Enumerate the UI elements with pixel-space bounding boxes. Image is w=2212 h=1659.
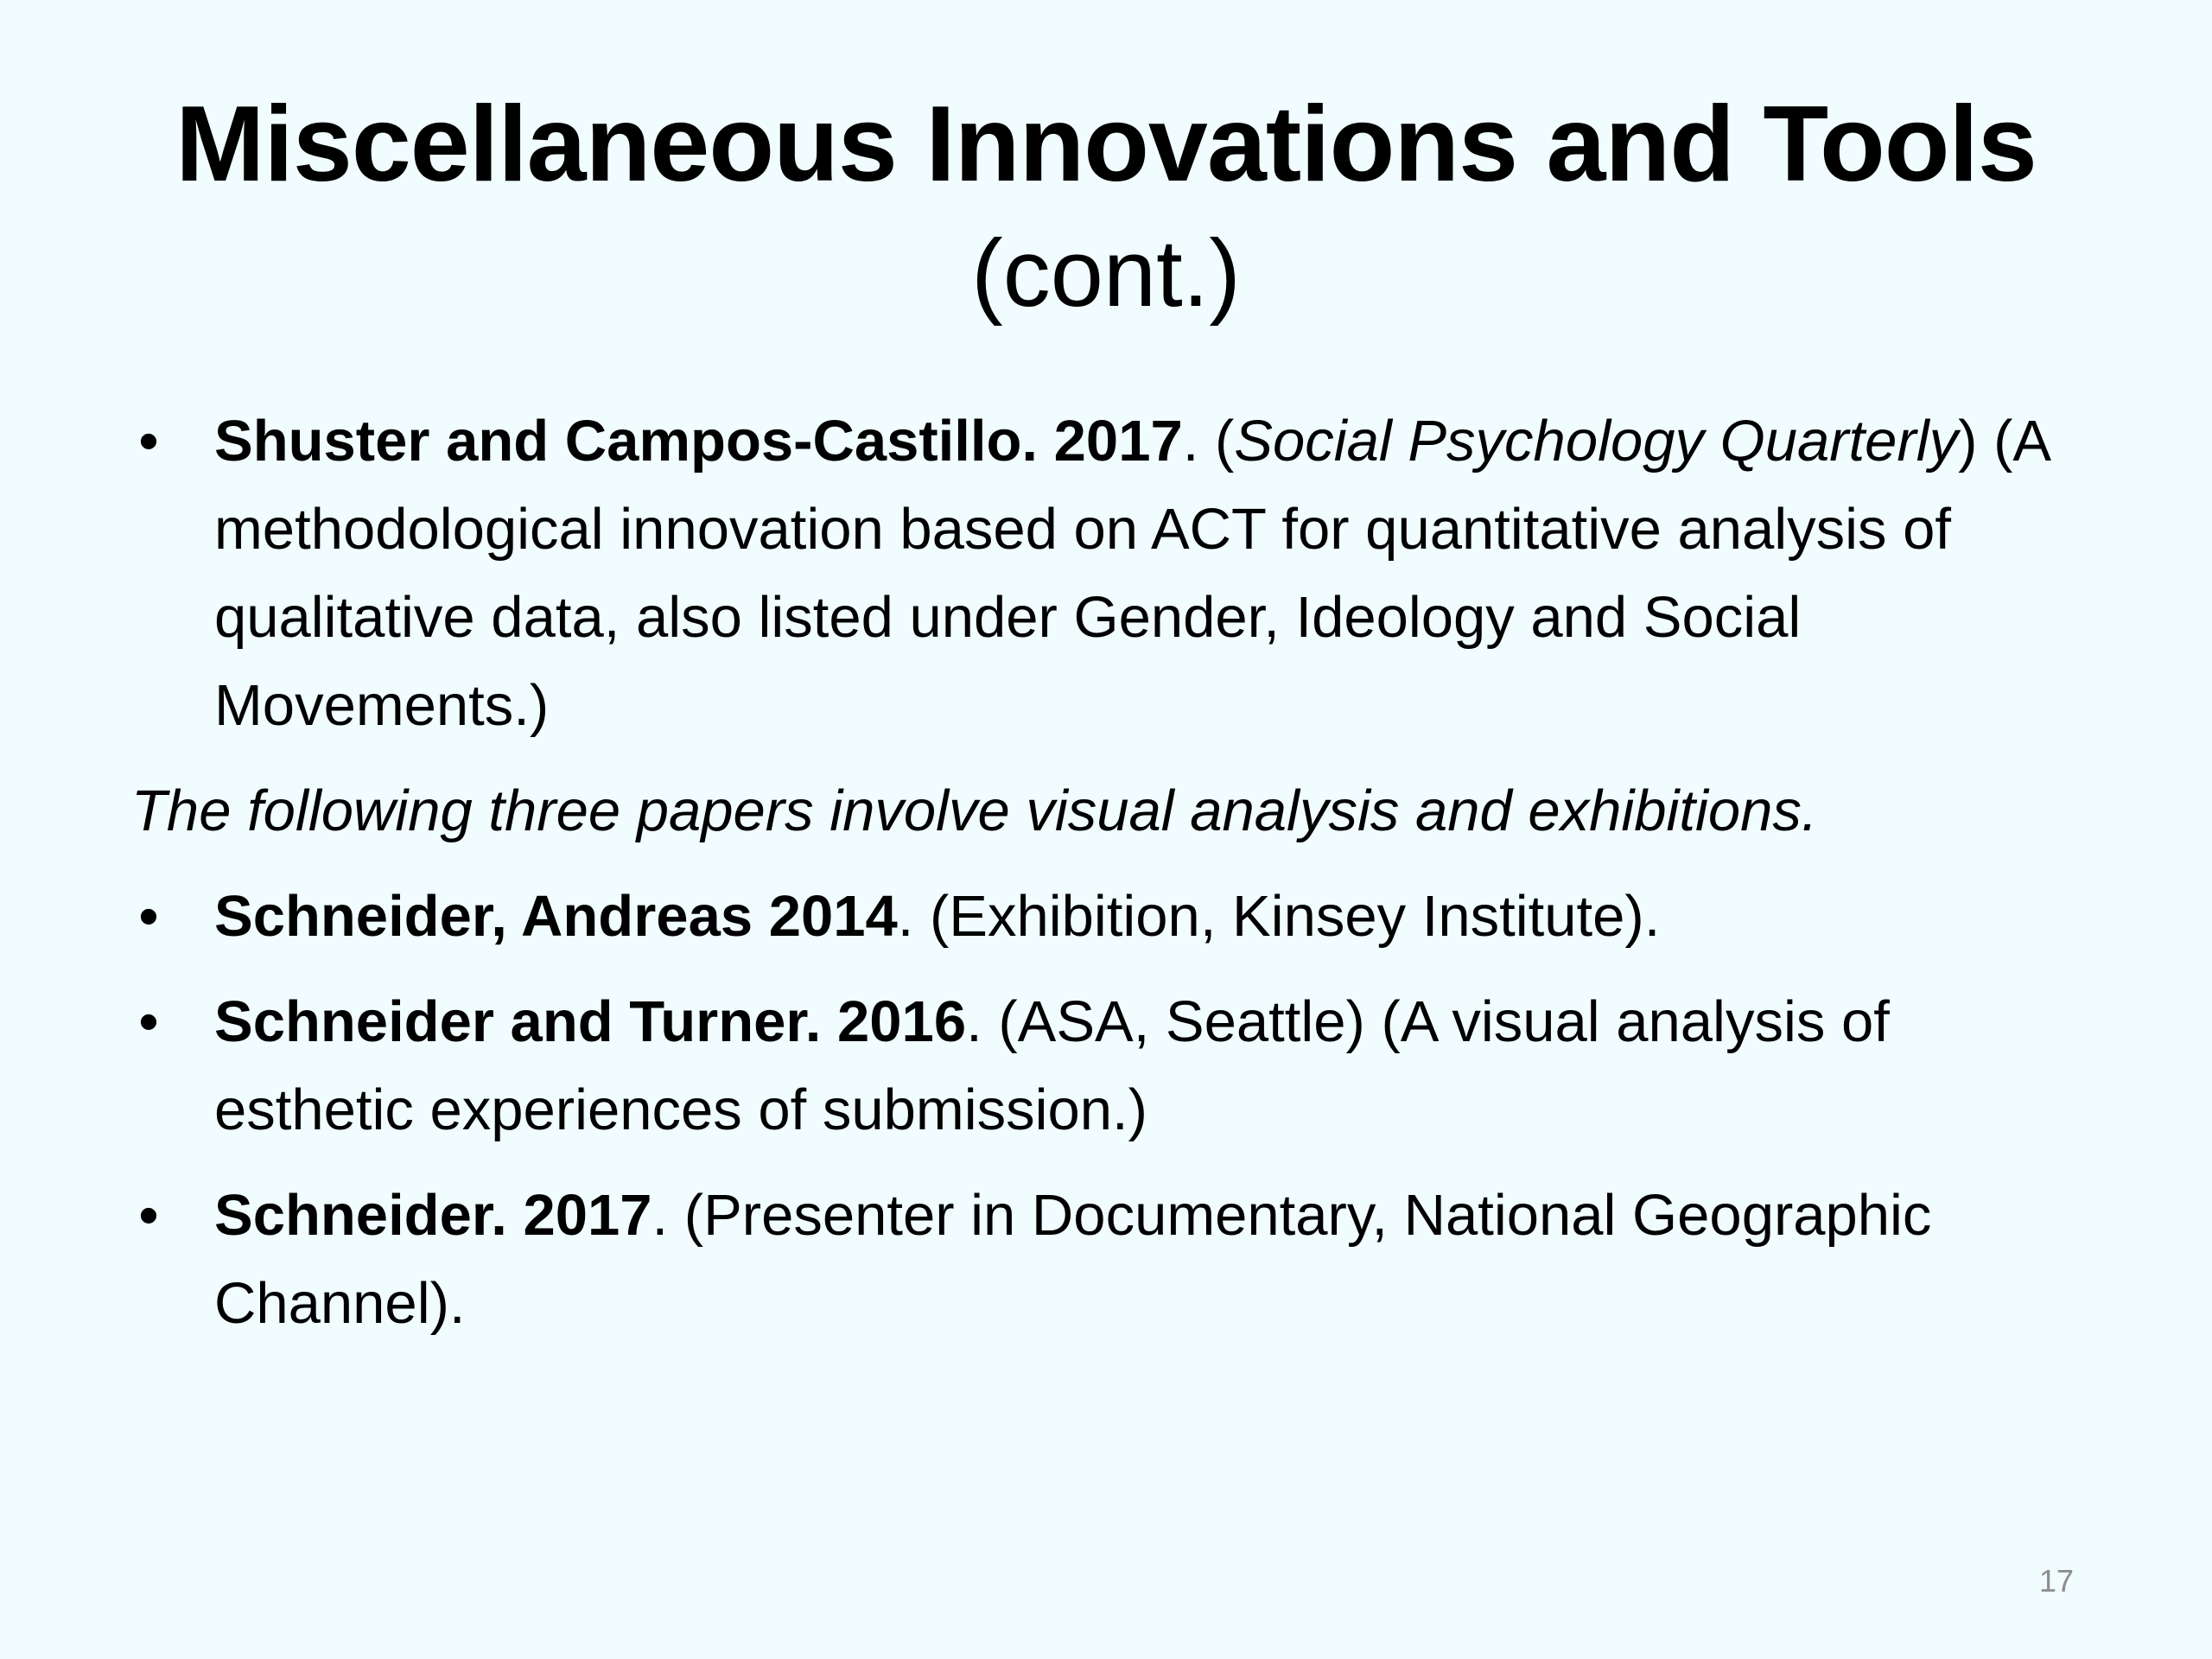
list-item-schneider-2014 bbox=[131, 873, 2067, 961]
page-number: 17 bbox=[2038, 1563, 2074, 1599]
list-item-schneider-turner-2016 bbox=[131, 978, 2067, 1154]
section-note: The following three papers involve visual analysis and exhibitions. bbox=[131, 779, 1818, 843]
entry-separator: . ( bbox=[1182, 409, 1235, 474]
slide-title-block bbox=[104, 79, 2108, 339]
entry-author: Schneider and Turner. 2016 bbox=[214, 989, 967, 1054]
slide-subtitle: (cont.) bbox=[971, 220, 1241, 327]
list-item-shuster-2017 bbox=[131, 397, 2067, 750]
bullet-icon: • bbox=[138, 884, 159, 949]
entry-author: Schneider. 2017 bbox=[214, 1183, 652, 1248]
slide-title: Miscellaneous Innovations and Tools bbox=[175, 85, 2037, 204]
bullet-icon: • bbox=[138, 1183, 159, 1248]
entry-description: ) (A methodological innovation based on ACT for quantitative analysis of qualitative data, also listed under Gender, Ideology and Social Movements.) bbox=[214, 409, 2049, 738]
entry-author: Shuster and Campos-Castillo. 2017 bbox=[214, 409, 1183, 474]
entry-author: Schneider, Andreas 2014 bbox=[214, 884, 898, 949]
bullet-icon: • bbox=[138, 989, 159, 1054]
slide-body bbox=[131, 397, 2067, 1348]
list-item-schneider-2017 bbox=[131, 1172, 2067, 1348]
entry-description: . (ASA, Seattle) (A visual analysis of esthetic experiences of submission.) bbox=[214, 989, 1890, 1142]
bullet-icon: • bbox=[138, 409, 159, 474]
entry-description: . (Presenter in Documentary, National Geographic Channel). bbox=[214, 1183, 1932, 1336]
entry-journal: Social Psychology Quarterly bbox=[1234, 409, 1959, 474]
entry-description: . (Exhibition, Kinsey Institute). bbox=[897, 884, 1661, 949]
